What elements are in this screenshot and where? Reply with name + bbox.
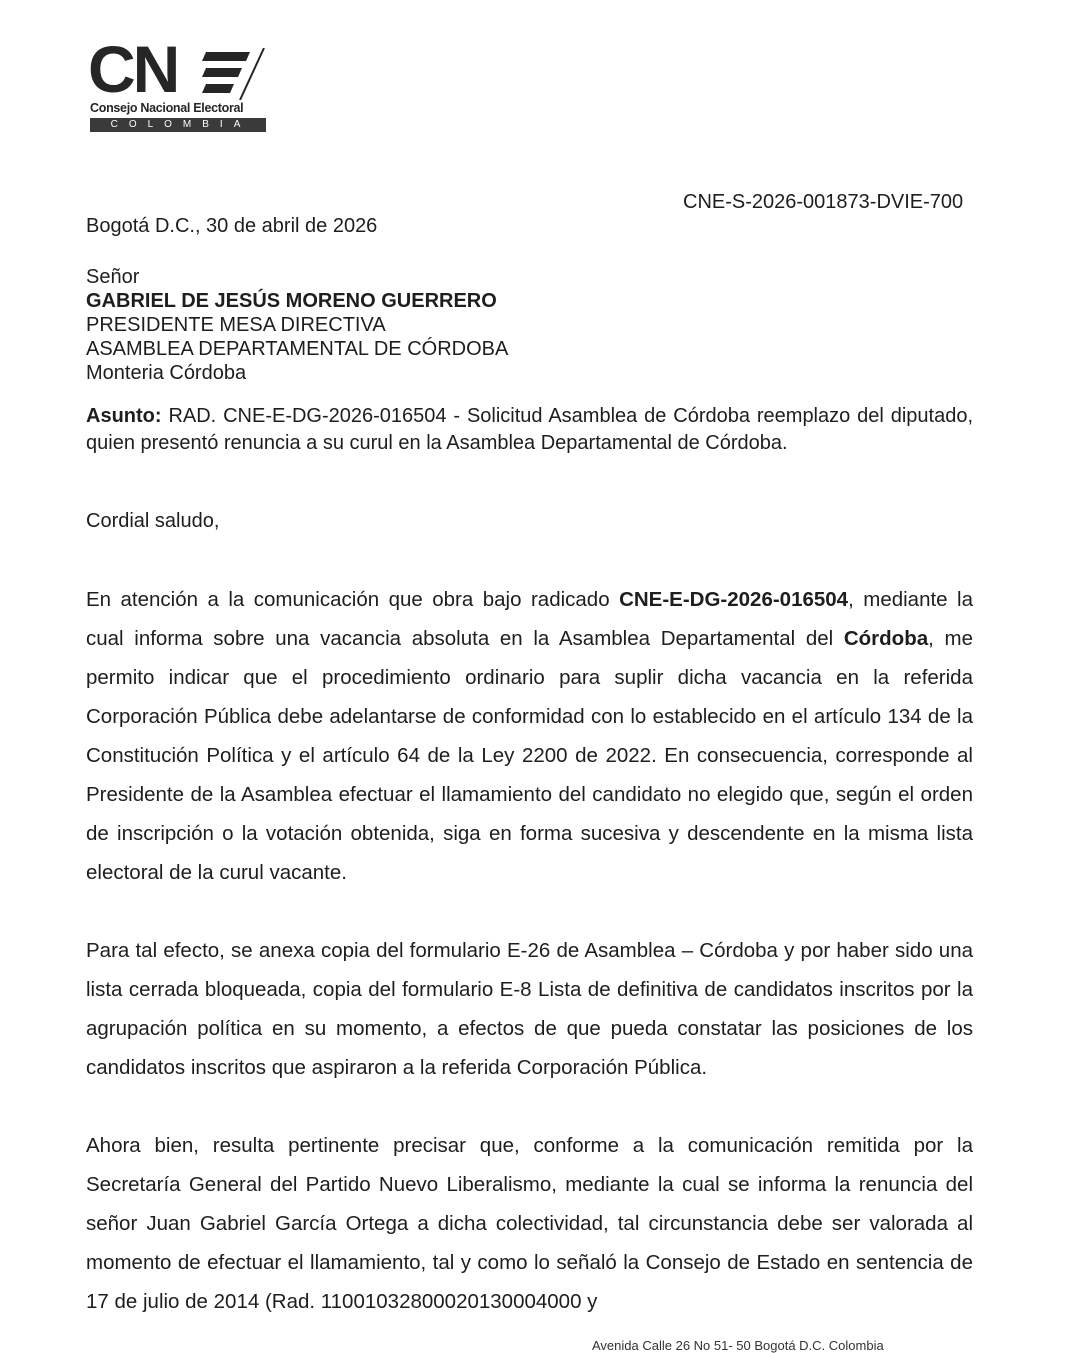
paragraph-1-radicado: CNE-E-DG-2026-016504 <box>619 588 849 611</box>
cne-logo <box>88 32 268 134</box>
body-paragraph-2: Para tal efecto, se anexa copia del formulario E-26 de Asamblea – Córdoba y por haber sido una lista cerrada bloqueada, copia del formulario E-8 Lista de definitiva de candidatos inscritos por la agrupación política en su momento, a efectos de que pueda constatar las posiciones de los candidatos inscritos que aspiraron a la referida Corporación Pública. <box>86 939 973 1079</box>
recipient-block <box>86 265 508 385</box>
logo-country-band: COLOMBIA <box>90 118 266 132</box>
paragraph-1-rest: , me permito indicar que el procedimiento ordinario para suplir dicha vacancia en la referida Corporación Pública debe adelantarse de conformidad con lo establecido en el artículo 134 de la Constitución Política y el artículo 64 de la Ley 2200 de 2022. En consecuencia, corresponde al Presidente de la Asamblea efectuar el llamamiento del candidato no elegido que, según el orden de inscripción o la votación obtenida, siga en forma sucesiva y descendente en la misma lista electoral de la curul vacante. <box>86 627 973 884</box>
recipient-position: PRESIDENTE MESA DIRECTIVA <box>86 314 386 336</box>
document-reference: CNE-S-2026-001873-DVIE-700 <box>683 191 964 213</box>
footer-address: Avenida Calle 26 No 51- 50 Bogotá D.C. Colombia <box>592 1338 884 1353</box>
logo-mark: CN <box>88 32 178 106</box>
greeting: Cordial saludo, <box>86 510 220 532</box>
logo-stripes-icon <box>200 48 266 100</box>
subject-label: Asunto: <box>86 405 162 427</box>
subject-line <box>86 403 973 457</box>
paragraph-1-mid: , mediante la cual informa sobre una vacancia absoluta en la Asamblea Departamental del <box>86 588 973 650</box>
paragraph-1-department: Córdoba <box>843 627 929 650</box>
paragraph-1-intro: En atención a la comunicación que obra bajo radicado <box>86 588 620 611</box>
body-paragraph-3: Ahora bien, resulta pertinente precisar que, conforme a la comunicación remitida por la Secretaría General del Partido Nuevo Liberalismo, mediante la cual se informa la renuncia del señor Juan Gabriel García Ortega a dicha colectividad, tal circunstancia debe ser valorada al momento de efectuar el llamamiento, tal y como lo señaló la Consejo de Estado en sentencia de 17 de julio de 2014 (Rad. 11001032800020130004000 y <box>86 1134 973 1313</box>
recipient-salutation: Señor <box>86 266 140 288</box>
recipient-entity: ASAMBLEA DEPARTAMENTAL DE CÓRDOBA <box>86 338 509 360</box>
date-line: Bogotá D.C., 30 de abril de 2026 <box>86 215 378 237</box>
logo-organization-name: Consejo Nacional Electoral <box>90 101 244 115</box>
recipient-name: GABRIEL DE JESÚS MORENO GUERRERO <box>86 290 497 312</box>
body-paragraph-1 <box>86 580 973 892</box>
recipient-city: Monteria Córdoba <box>86 362 247 384</box>
subject-text: RAD. CNE-E-DG-2026-016504 - Solicitud Asamblea de Córdoba reemplazo del diputado, quien presentó renuncia a su curul en la Asamblea Departamental de Córdoba. <box>86 405 973 454</box>
